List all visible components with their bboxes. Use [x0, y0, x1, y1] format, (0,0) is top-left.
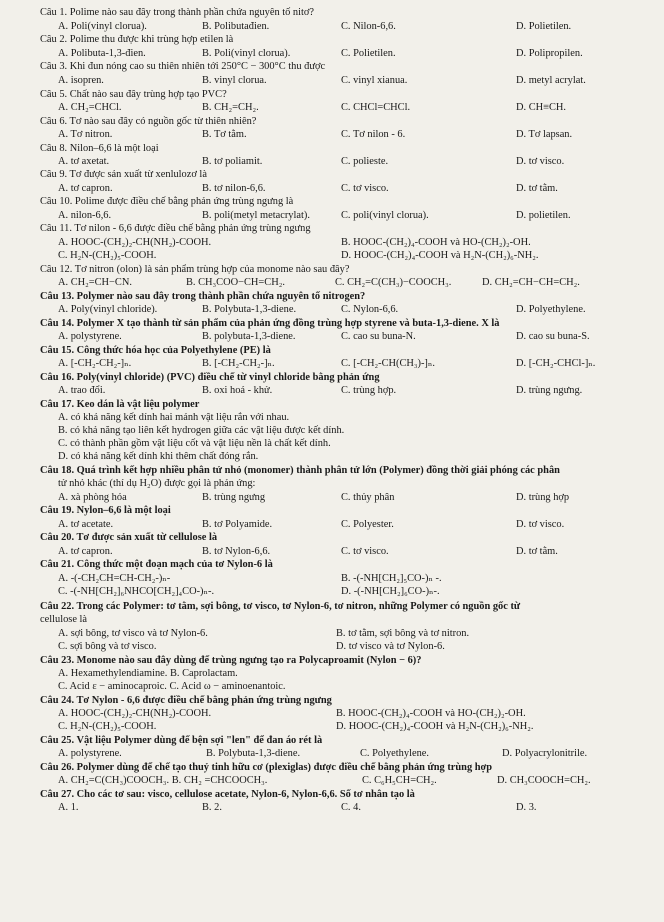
question-text: Câu 23. Monome nào sau đây dùng để trùng ngưng tạo ra Polycaproamit (Nylon − 6)? — [40, 655, 422, 666]
option-b[interactable]: B. -(-NH[CH₂]₅CO-)ₙ -. — [341, 573, 442, 584]
option-a[interactable]: A. [-CH₂-CH₂-]ₙ. — [58, 358, 132, 369]
option-a[interactable]: A. tơ axetat. — [58, 156, 110, 167]
question-5-options — [0, 101, 664, 114]
option-a[interactable]: A. 1. — [58, 802, 79, 813]
option-b[interactable]: B. tơ Nylon-6,6. — [202, 546, 271, 557]
option-a[interactable]: A. Poli(vinyl clorua). — [58, 21, 147, 32]
option-b[interactable]: B. Tơ tằm. — [202, 129, 247, 140]
question-8-options — [0, 155, 664, 168]
option-d[interactable]: D. Tơ lapsan. — [516, 129, 573, 140]
option-b[interactable]: B. Poli(vinyl clorua). — [202, 48, 291, 59]
option-b[interactable]: B. tơ Polyamide. — [202, 519, 273, 530]
option-d[interactable]: D. [-CH₂-CHCl-]ₙ. — [516, 358, 596, 369]
question-15-stem — [0, 344, 664, 357]
option-a[interactable]: A. Tơ nitron. — [58, 129, 113, 140]
question-14-options — [0, 330, 664, 343]
question-22-options-row2 — [0, 640, 664, 653]
option-c[interactable]: C. C₆H₅CH=CH₂. — [362, 775, 437, 786]
question-24-options-row2 — [0, 720, 664, 733]
question-text: Câu 3. Khi đun nóng cao su thiên nhiên tới 250°C − 300°C thu được — [40, 61, 326, 72]
question-17-option-d-row — [0, 450, 664, 463]
option-c[interactable]: C. Polyester. — [341, 519, 394, 530]
option-c[interactable]: C. sợi bông và tơ visco. — [58, 641, 157, 652]
question-10-options — [0, 209, 664, 222]
question-3-stem — [0, 60, 664, 73]
option-a[interactable]: A. polystyrene. — [58, 748, 122, 759]
question-18-stem-cont — [0, 477, 664, 490]
question-text: Câu 10. Polime được điều chế bằng phản ứng trùng ngưng là — [40, 196, 294, 207]
option-b[interactable]: B. HOOC-(CH₂)₄-COOH và HO-(CH₂)₂-OH. — [341, 237, 531, 248]
question-text: Câu 15. Công thức hóa học của Polyethylene (PE) là — [40, 345, 271, 356]
option-b[interactable]: B. có khả năng tạo liên kết hydrogen giữa các vật liệu được kết dính. — [58, 425, 345, 436]
option-d[interactable]: D. CH≡CH. — [516, 102, 567, 113]
question-text: Câu 16. Poly(vinyl chloride) (PVC) điều chế từ vinyl chloride bằng phản ứng — [40, 372, 380, 383]
option-a[interactable]: A. trao đổi. — [58, 385, 106, 396]
option-c[interactable]: C. [-CH₂-CH(CH₃)-]ₙ. — [341, 358, 435, 369]
option-b[interactable]: B. Polibutađien. — [202, 21, 270, 32]
option-b[interactable]: B. HOOC-(CH₂)₄-COOH và HO-(CH₂)₂-OH. — [336, 708, 526, 719]
question-text: Câu 13. Polymer nào sau đây trong thành phần chứa nguyên tố nitrogen? — [40, 291, 366, 302]
question-24-stem — [0, 694, 664, 707]
option-c[interactable]: C. -(-NH[CH₂]₆NHCO[CH₂]₄CO-)ₙ-. — [58, 586, 215, 597]
option-d[interactable]: D. Polyacrylonitrile. — [502, 748, 588, 759]
question-27-options — [0, 801, 664, 814]
question-16-options — [0, 384, 664, 397]
question-17-option-c-row — [0, 437, 664, 450]
option-d[interactable]: D. Polipropilen. — [516, 48, 583, 59]
question-text: Câu 11. Tơ nilon - 6,6 được điều chế bằng phản ứng trùng ngưng — [40, 223, 311, 234]
option-a[interactable]: A. HOOC-(CH₂)₂-CH(NH₂)-COOH. — [58, 708, 212, 719]
option-d[interactable]: D. tơ tằm. — [516, 183, 558, 194]
option-a[interactable]: A. tơ capron. — [58, 546, 113, 557]
question-21-options-row1 — [0, 572, 664, 585]
question-text: Câu 18. Quá trình kết hợp nhiều phân tử nhỏ (monomer) thành phân tử lớn (Polymer) đồng thời giải phóng các phân — [40, 465, 560, 476]
question-text: Câu 21. Công thức một đoạn mạch của tơ Nylon-6 là — [40, 559, 273, 570]
question-23-options-row1 — [0, 667, 664, 680]
option-a[interactable]: A. sợi bông, tơ visco và tơ Nylon-6. — [58, 628, 208, 639]
question-2-options — [0, 47, 664, 60]
option-c[interactable]: C. vinyl xianua. — [341, 75, 408, 86]
question-text: Câu 27. Cho các tơ sau: visco, cellulose acetate, Nylon-6, Nylon-6,6. Số tơ nhân tạo là — [40, 789, 415, 800]
option-b[interactable]: B. tơ nilon-6,6. — [202, 183, 266, 194]
option-c[interactable]: C. polieste. — [341, 156, 389, 167]
option-a[interactable]: A. tơ acetate. — [58, 519, 114, 530]
option-b[interactable]: B. Polybuta-1,3-diene. — [206, 748, 301, 759]
question-text: Câu 12. Tơ nitron (olon) là sản phẩm trùng hợp của monome nào sau đây? — [40, 264, 350, 275]
question-11-options-row2 — [0, 249, 664, 262]
question-14-stem — [0, 317, 664, 330]
option-c[interactable]: C. Nylon-6,6. — [341, 304, 399, 315]
option-c[interactable]: C. H₂N-(CH₂)₅-COOH. — [58, 250, 157, 261]
option-d[interactable]: D. 3. — [516, 802, 537, 813]
question-9-stem — [0, 168, 664, 181]
question-text-continued: cellulose là — [40, 614, 88, 625]
question-19-stem — [0, 504, 664, 517]
question-20-stem — [0, 531, 664, 544]
option-c[interactable]: C. poli(vinyl clorua). — [341, 210, 429, 221]
question-12-stem — [0, 263, 664, 276]
question-22-stem-cont — [0, 613, 664, 626]
question-10-stem — [0, 195, 664, 208]
question-text-continued: tử nhỏ khác (thí dụ H₂O) được gọi là phản ứng: — [58, 478, 256, 489]
option-a[interactable]: A. CH₂=CHCl. — [58, 102, 122, 113]
question-17-stem — [0, 398, 664, 411]
question-6-stem — [0, 115, 664, 128]
question-5-stem — [0, 88, 664, 101]
question-text: Câu 20. Tơ được sản xuất từ cellulose là — [40, 532, 218, 543]
option-a[interactable]: A. polystyrene. — [58, 331, 122, 342]
option-d[interactable]: D. tơ tằm. — [516, 546, 558, 557]
question-26-stem — [0, 761, 664, 774]
option-c[interactable]: C. H₂N-(CH₂)₅-COOH. — [58, 721, 157, 732]
question-text: Câu 1. Polime nào sau đây trong thành phần chứa nguyên tố nitơ? — [40, 7, 315, 18]
option-a[interactable]: A. xà phòng hóa — [58, 492, 127, 503]
option-c[interactable]: C. tơ visco. — [341, 183, 389, 194]
question-3-options — [0, 74, 664, 87]
option-b[interactable]: B. trùng ngưng — [202, 492, 266, 503]
option-b[interactable]: B. polybuta-1,3-diene. — [202, 331, 296, 342]
option-c[interactable]: C. Nilon-6,6. — [341, 21, 396, 32]
option-b[interactable]: B. 2. — [202, 802, 222, 813]
option-d[interactable]: D. metyl acrylat. — [516, 75, 586, 86]
option-d[interactable]: D. Polyethylene. — [516, 304, 586, 315]
question-17-option-a-row — [0, 411, 664, 424]
option-c[interactable]: C. trùng hợp. — [341, 385, 397, 396]
option-c[interactable]: C. Tơ nilon - 6. — [341, 129, 406, 140]
question-text: Câu 6. Tơ nào sau đây có nguồn gốc từ thiên nhiên? — [40, 116, 257, 127]
question-text: Câu 17. Keo dán là vật liệu polymer — [40, 399, 200, 410]
option-b[interactable]: B. [-CH₂-CH₂-]ₙ. — [202, 358, 275, 369]
option-a[interactable]: A. Poly(vinyl chloride). — [58, 304, 158, 315]
option-d[interactable]: D. trùng ngưng. — [516, 385, 583, 396]
option-d[interactable]: D. có khả năng kết dính khi thêm chất đóng rắn. — [58, 451, 259, 462]
option-b[interactable]: B. Polybuta-1,3-diene. — [202, 304, 297, 315]
option-b[interactable]: B. oxi hoá - khử. — [202, 385, 273, 396]
option-b[interactable]: B. vinyl clorua. — [202, 75, 267, 86]
option-d[interactable]: D. CH₃COOCH=CH₂. — [497, 775, 591, 786]
question-1-options — [0, 20, 664, 33]
option-d[interactable]: D. CH₂=CH−CH=CH₂. — [482, 277, 580, 288]
option-c[interactable]: C. CH₂=C(CH₃)−COOCH₃. — [335, 277, 452, 288]
option-d[interactable]: D. tơ visco. — [516, 519, 565, 530]
option-a[interactable]: A. tơ capron. — [58, 183, 113, 194]
option-d[interactable]: D. HOOC-(CH₂)₄-COOH và H₂N-(CH₂)₆-NH₂. — [341, 250, 539, 261]
question-15-options — [0, 357, 664, 370]
question-6-options — [0, 128, 664, 141]
question-17-option-b-row — [0, 424, 664, 437]
option-b[interactable]: B. tơ tằm, sợi bông và tơ nitron. — [336, 628, 470, 639]
option-b[interactable]: B. poli(metyl metacrylat). — [202, 210, 310, 221]
question-26-options — [0, 774, 664, 787]
question-23-options-row2 — [0, 680, 664, 693]
question-20-options — [0, 545, 664, 558]
question-18-stem — [0, 464, 664, 477]
question-22-options-row1 — [0, 627, 664, 640]
option-d[interactable]: D. HOOC-(CH₂)₄-COOH và H₂N-(CH₂)₆-NH₂. — [336, 721, 534, 732]
option-c[interactable]: C. cao su buna-N. — [341, 331, 416, 342]
option-a-b[interactable]: A. Hexamethylendiamine. B. Caprolactam. — [58, 668, 238, 679]
question-13-stem — [0, 290, 664, 303]
option-d[interactable]: D. Polietilen. — [516, 21, 572, 32]
option-d[interactable]: D. tơ visco và tơ Nylon-6. — [336, 641, 445, 652]
question-2-stem — [0, 33, 664, 46]
option-c[interactable]: C. có thành phần gồm vật liệu cốt và vật liệu nền là chất kết dính. — [58, 438, 331, 449]
question-22-stem — [0, 600, 664, 613]
option-b[interactable]: B. CH₂=CH₂. — [202, 102, 259, 113]
question-text: Câu 19. Nylon–6,6 là một loại — [40, 505, 171, 516]
option-a[interactable]: A. có khả năng kết dính hai mảnh vật liệu rắn với nhau. — [58, 412, 290, 423]
question-1-stem — [0, 6, 664, 19]
question-19-options — [0, 518, 664, 531]
option-a[interactable]: A. isopren. — [58, 75, 104, 86]
option-c[interactable]: C. tơ visco. — [341, 546, 389, 557]
question-8-stem — [0, 142, 664, 155]
option-d[interactable]: D. -(-NH[CH₂]₆CO-)ₙ-. — [341, 586, 440, 597]
question-27-stem — [0, 788, 664, 801]
question-25-stem — [0, 734, 664, 747]
option-a[interactable]: A. CH₂=CH−CN. — [58, 277, 132, 288]
question-16-stem — [0, 371, 664, 384]
option-c[interactable]: C. thủy phân — [341, 492, 395, 503]
option-c[interactable]: C. CHCl=CHCl. — [341, 102, 411, 113]
question-text: Câu 22. Trong các Polymer: tơ tằm, sợi bông, tơ visco, tơ Nylon-6, tơ nitron, những Polymer có nguồn gốc từ — [40, 601, 521, 612]
question-9-options — [0, 182, 664, 195]
option-b[interactable]: B. tơ poliamit. — [202, 156, 263, 167]
question-18-options — [0, 491, 664, 504]
option-a[interactable]: A. nilon-6,6. — [58, 210, 112, 221]
question-23-stem — [0, 654, 664, 667]
question-text: Câu 8. Nilon–6,6 là một loại — [40, 143, 159, 154]
question-13-options — [0, 303, 664, 316]
question-24-options-row1 — [0, 707, 664, 720]
option-a[interactable]: A. Polibuta-1,3-đien. — [58, 48, 146, 59]
option-c-c[interactable]: C. Acid ε − aminocaproic. C. Acid ω − aminoenantoic. — [58, 681, 286, 692]
question-21-options-row2 — [0, 585, 664, 598]
question-text: Câu 14. Polymer X tạo thành từ sản phẩm của phản ứng đồng trùng hợp styrene và buta-1,3-diene. X là — [40, 318, 500, 329]
question-text: Câu 9. Tơ được sản xuất từ xenlulozơ là — [40, 169, 207, 180]
option-c[interactable]: C. Polyethylene. — [360, 748, 429, 759]
question-12-options — [0, 276, 664, 289]
option-c[interactable]: C. 4. — [341, 802, 361, 813]
option-c[interactable]: C. Polietilen. — [341, 48, 396, 59]
question-text: Câu 24. Tơ Nylon - 6,6 được điều chế bằng phản ứng trùng ngưng — [40, 695, 332, 706]
question-21-stem — [0, 558, 664, 571]
question-11-options-row1 — [0, 236, 664, 249]
option-d[interactable]: D. trùng hợp — [516, 492, 570, 503]
question-text: Câu 5. Chất nào sau đây trùng hợp tạo PVC? — [40, 89, 227, 100]
option-b[interactable]: B. CH₃COO−CH=CH₂. — [186, 277, 285, 288]
question-25-options — [0, 747, 664, 760]
option-a[interactable]: A. -(-CH₂CH=CH-CH₂-)ₙ- — [58, 573, 171, 584]
option-a-b[interactable]: A. CH₂=C(CH₃)COOCH₃. B. CH₂ =CHCOOCH₃. — [58, 775, 268, 786]
option-d[interactable]: D. tơ visco. — [516, 156, 565, 167]
question-text: Câu 2. Polime thu được khi trùng hợp etilen là — [40, 34, 234, 45]
option-a[interactable]: A. HOOC-(CH₂)₂-CH(NH₂)-COOH. — [58, 237, 212, 248]
question-text: Câu 26. Polymer dùng để chế tạo thuỷ tinh hữu cơ (plexiglas) được điều chế bằng phản ứng trùng hợp — [40, 762, 493, 773]
option-d[interactable]: D. cao su buna-S. — [516, 331, 590, 342]
option-d[interactable]: D. polietilen. — [516, 210, 571, 221]
question-text: Câu 25. Vật liệu Polymer dùng để bện sợi "len" để đan áo rét là — [40, 735, 323, 746]
question-11-stem — [0, 222, 664, 235]
